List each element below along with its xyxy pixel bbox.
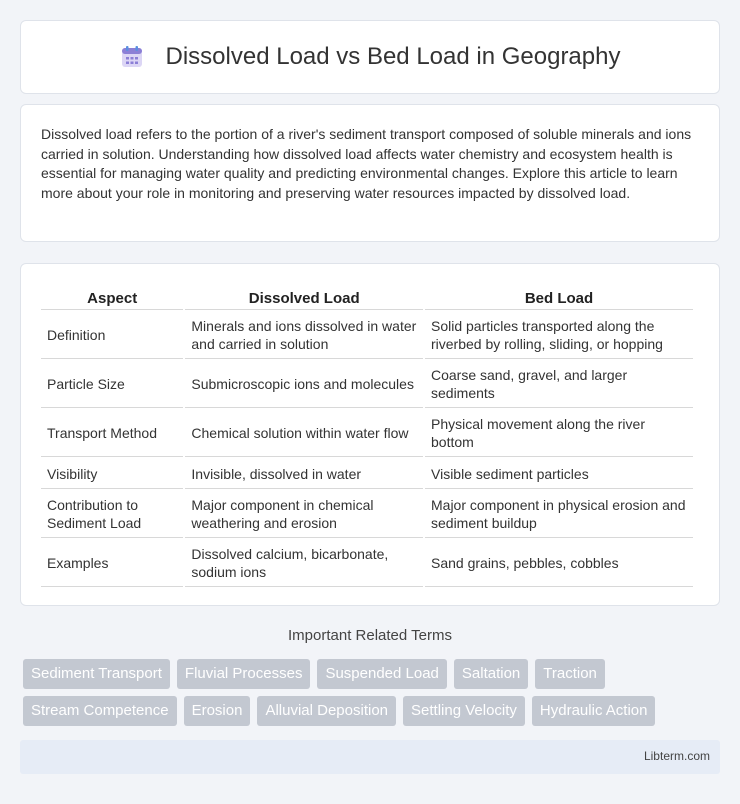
comparison-table bbox=[39, 284, 695, 589]
related-terms-heading: Important Related Terms bbox=[288, 627, 452, 644]
table-row bbox=[41, 361, 693, 408]
table-row bbox=[41, 459, 693, 489]
calendar-icon bbox=[120, 45, 144, 69]
row-bed: Coarse sand, gravel, and larger sediments bbox=[425, 361, 693, 408]
page-title: Dissolved Load vs Bed Load in Geography bbox=[165, 43, 621, 70]
table-row bbox=[41, 312, 693, 359]
intro-card bbox=[20, 104, 720, 242]
tag-settling-velocity[interactable]: Settling Velocity bbox=[403, 696, 525, 726]
row-bed: Sand grains, pebbles, cobbles bbox=[425, 540, 693, 587]
header-bed-load: Bed Load bbox=[425, 286, 693, 310]
row-aspect: Visibility bbox=[41, 459, 183, 489]
related-terms-tags bbox=[23, 659, 723, 733]
row-dissolved: Dissolved calcium, bicarbonate, sodium ions bbox=[185, 540, 423, 587]
tag-suspended-load[interactable]: Suspended Load bbox=[317, 659, 446, 689]
row-aspect: Examples bbox=[41, 540, 183, 587]
table-row bbox=[41, 540, 693, 587]
header-aspect: Aspect bbox=[41, 286, 183, 310]
row-aspect: Definition bbox=[41, 312, 183, 359]
tag-sediment-transport[interactable]: Sediment Transport bbox=[23, 659, 170, 689]
table-header-row bbox=[41, 286, 693, 310]
row-dissolved: Chemical solution within water flow bbox=[185, 410, 423, 457]
tag-alluvial-deposition[interactable]: Alluvial Deposition bbox=[257, 696, 396, 726]
footer-brand-link[interactable]: Libterm.com bbox=[643, 749, 710, 763]
row-dissolved: Minerals and ions dissolved in water and carried in solution bbox=[185, 312, 423, 359]
row-bed: Physical movement along the river bottom bbox=[425, 410, 693, 457]
intro-paragraph: Dissolved load refers to the portion of a river's sediment transport composed of soluble minerals and ions carried in solution. Understanding how dissolved load affects water chemistry and ecosystem health is essential for managing water quality and predicting environmental changes. Explore this article to learn more about your role in monitoring and preserving water resources impacted by dissolved load. bbox=[41, 126, 692, 201]
row-bed: Major component in physical erosion and sediment buildup bbox=[425, 491, 693, 538]
row-aspect: Contribution to Sediment Load bbox=[41, 491, 183, 538]
tag-row bbox=[23, 659, 723, 689]
row-dissolved: Invisible, dissolved in water bbox=[185, 459, 423, 489]
table-row bbox=[41, 491, 693, 538]
row-bed: Solid particles transported along the riverbed by rolling, sliding, or hopping bbox=[425, 312, 693, 359]
table-row bbox=[41, 410, 693, 457]
header-card bbox=[20, 20, 720, 94]
tag-traction[interactable]: Traction bbox=[535, 659, 605, 689]
row-dissolved: Submicroscopic ions and molecules bbox=[185, 361, 423, 408]
header-dissolved-load: Dissolved Load bbox=[185, 286, 423, 310]
tag-hydraulic-action[interactable]: Hydraulic Action bbox=[532, 696, 656, 726]
tag-erosion[interactable]: Erosion bbox=[184, 696, 251, 726]
row-bed: Visible sediment particles bbox=[425, 459, 693, 489]
row-dissolved: Major component in chemical weathering and erosion bbox=[185, 491, 423, 538]
tag-fluvial-processes[interactable]: Fluvial Processes bbox=[177, 659, 311, 689]
row-aspect: Particle Size bbox=[41, 361, 183, 408]
comparison-table-card bbox=[20, 263, 720, 606]
row-aspect: Transport Method bbox=[41, 410, 183, 457]
tag-saltation[interactable]: Saltation bbox=[454, 659, 528, 689]
tag-stream-competence[interactable]: Stream Competence bbox=[23, 696, 177, 726]
tag-row bbox=[23, 696, 723, 726]
footer bbox=[20, 740, 720, 774]
